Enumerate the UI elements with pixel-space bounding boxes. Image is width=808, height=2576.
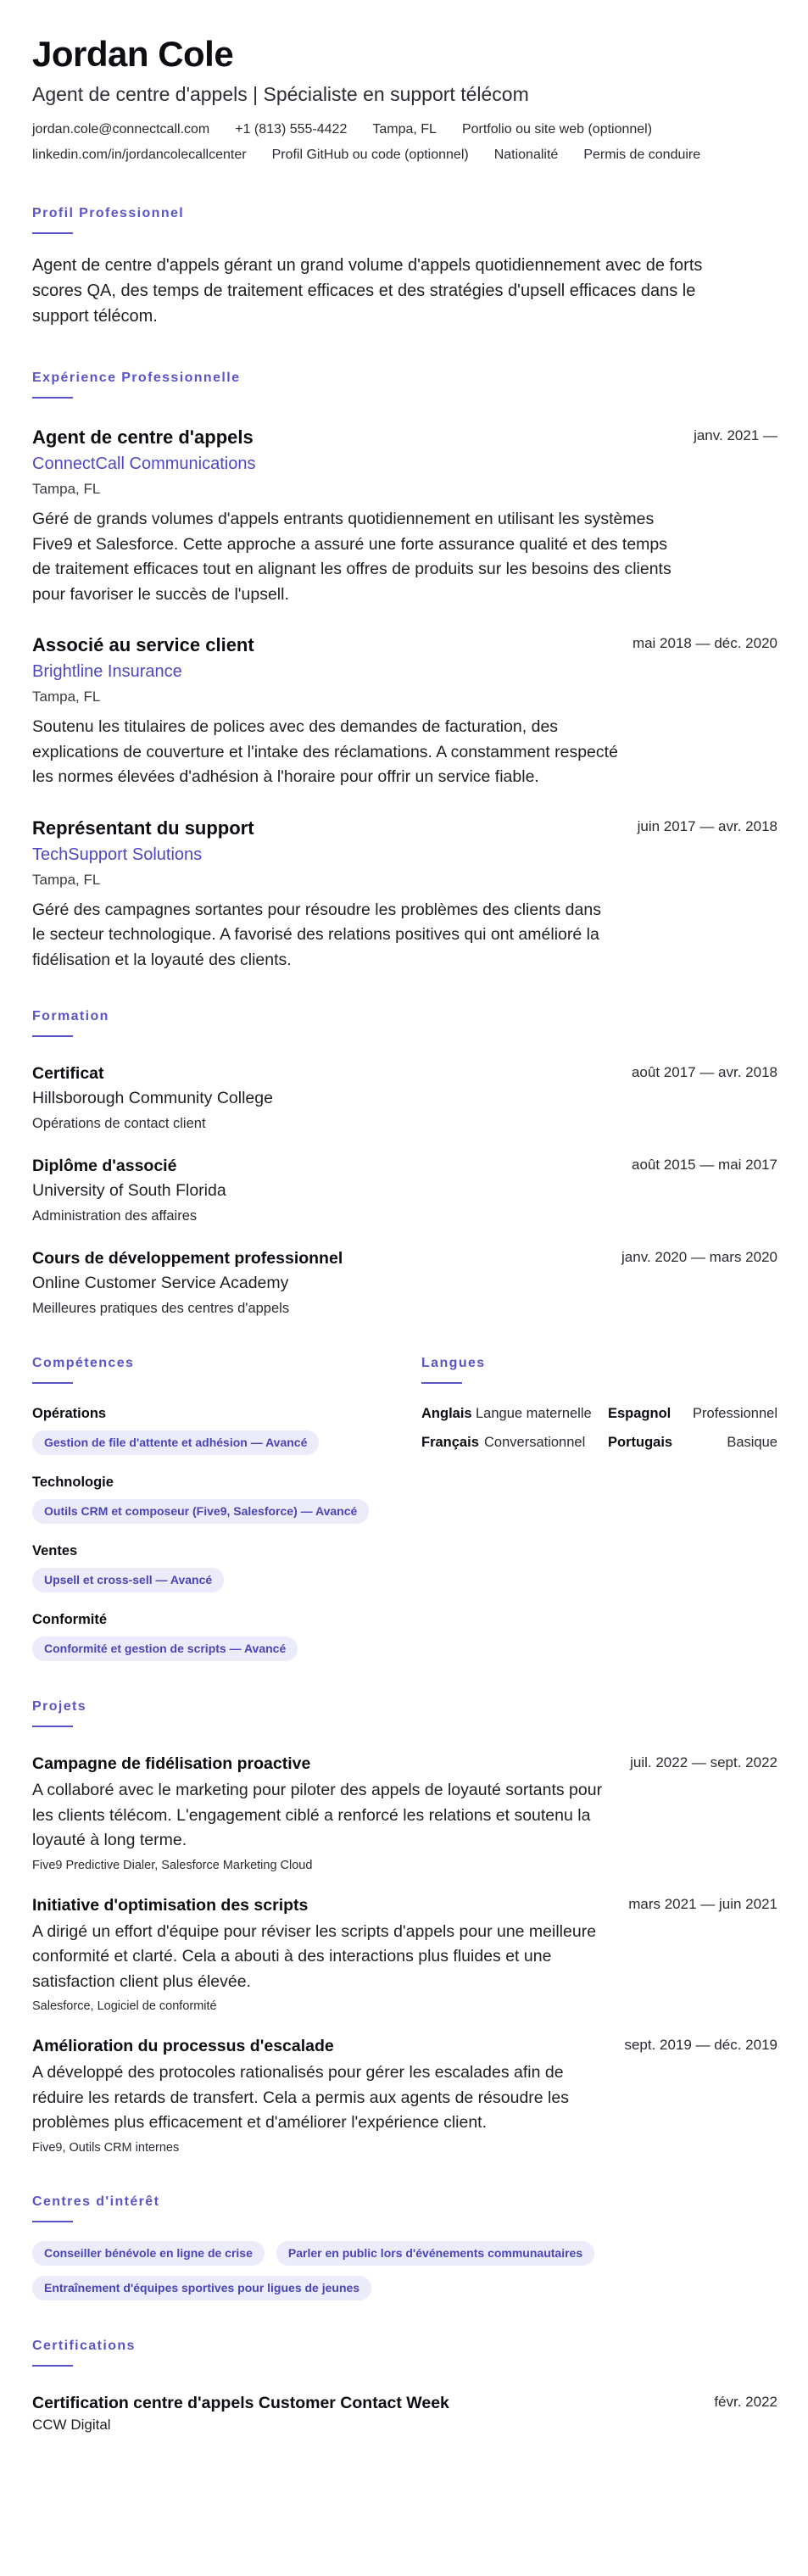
project-entry bbox=[32, 1753, 777, 1874]
skill-pill: Upsell et cross-sell — Avancé bbox=[32, 1568, 224, 1592]
section-title-profile: Profil Professionnel bbox=[32, 206, 185, 220]
skill-category: Technologie bbox=[32, 1475, 114, 1490]
language-level: Professionnel bbox=[693, 1406, 777, 1421]
contact-portfolio[interactable]: Portfolio ou site web (optionnel) bbox=[461, 122, 653, 137]
language-level: Basique bbox=[727, 1435, 777, 1450]
languages-grid bbox=[421, 1404, 777, 1452]
contact-phone[interactable]: +1 (813) 555-4422 bbox=[235, 122, 348, 137]
education-field: Administration des affaires bbox=[32, 1208, 198, 1224]
section-title-projects: Projets bbox=[32, 1699, 87, 1714]
profile-section bbox=[32, 205, 777, 329]
project-title: Initiative d'optimisation des scripts bbox=[32, 1895, 309, 1915]
skill-pill: Conformité et gestion de scripts — Avancé bbox=[32, 1636, 298, 1661]
section-title-education: Formation bbox=[32, 1009, 109, 1023]
interest-pill: Parler en public lors d'événements communautaires bbox=[276, 2241, 594, 2266]
languages-section bbox=[421, 1355, 777, 1661]
project-tech: Five9, Outils CRM internes bbox=[32, 2140, 180, 2155]
section-divider bbox=[32, 2365, 73, 2367]
job-entry bbox=[32, 426, 777, 607]
contact-linkedin[interactable]: linkedin.com/in/jordancolecallcenter bbox=[32, 148, 247, 162]
education-entry bbox=[32, 1062, 777, 1133]
job-title: Représentant du support bbox=[32, 817, 254, 839]
section-divider bbox=[32, 232, 73, 234]
section-divider bbox=[421, 1382, 462, 1384]
project-date: sept. 2019 — déc. 2019 bbox=[624, 2037, 777, 2053]
education-date: août 2015 — mai 2017 bbox=[631, 1157, 777, 1173]
job-description: Géré des campagnes sortantes pour résoudre les problèmes des clients dans le secteur technologique. A favorisé des relations positives qui ont amélioré la fidélisation et la loyauté des clients. bbox=[32, 900, 601, 969]
skill-pill: Gestion de file d'attente et adhésion — Avancé bbox=[32, 1430, 319, 1455]
education-degree: Certificat bbox=[32, 1064, 104, 1083]
resume-header bbox=[32, 32, 777, 164]
section-title-interests: Centres d'intérêt bbox=[32, 2194, 160, 2209]
project-entry bbox=[32, 2035, 777, 2156]
language-level: Conversationnel bbox=[484, 1435, 586, 1450]
contact-location: Tampa, FL bbox=[372, 122, 437, 137]
section-divider bbox=[32, 1726, 73, 1727]
project-description: A collaboré avec le marketing pour piloter des appels de loyauté sortants pour les clients télécom. L'engagement ciblé a renforcé les relations et soutenu la loyauté à long terme. bbox=[32, 1781, 603, 1849]
education-degree: Diplôme d'associé bbox=[32, 1157, 177, 1175]
skill-category: Ventes bbox=[32, 1543, 78, 1558]
skill-group bbox=[32, 1542, 421, 1592]
job-date: janv. 2021 — bbox=[694, 427, 777, 443]
section-title-experience: Expérience Professionnelle bbox=[32, 371, 241, 385]
project-date: mars 2021 — juin 2021 bbox=[628, 1895, 777, 1912]
job-entry bbox=[32, 817, 777, 973]
section-title-skills: Compétences bbox=[32, 1356, 135, 1370]
skill-group bbox=[32, 1610, 421, 1661]
skill-group bbox=[32, 1473, 421, 1524]
education-entry bbox=[32, 1155, 777, 1225]
projects-section bbox=[32, 1698, 777, 2156]
interest-pill: Conseiller bénévole en ligne de crise bbox=[32, 2241, 265, 2266]
job-entry bbox=[32, 633, 777, 790]
experience-section bbox=[32, 370, 777, 973]
education-entry bbox=[32, 1247, 777, 1318]
section-divider bbox=[32, 1035, 73, 1037]
job-company[interactable]: Brightline Insurance bbox=[32, 662, 182, 681]
job-location: Tampa, FL bbox=[32, 689, 101, 705]
education-date: août 2017 — avr. 2018 bbox=[631, 1064, 777, 1080]
education-school: University of South Florida bbox=[32, 1181, 226, 1200]
education-date: janv. 2020 — mars 2020 bbox=[621, 1249, 777, 1265]
skill-category: Opérations bbox=[32, 1406, 107, 1421]
candidate-name: Jordan Cole bbox=[32, 34, 234, 74]
skill-pill: Outils CRM et composeur (Five9, Salesforce) — Avancé bbox=[32, 1499, 369, 1524]
education-field: Meilleures pratiques des centres d'appels bbox=[32, 1301, 290, 1316]
skill-group bbox=[32, 1404, 421, 1455]
project-tech: Five9 Predictive Dialer, Salesforce Marketing Cloud bbox=[32, 1858, 313, 1872]
contact-list bbox=[32, 120, 777, 164]
project-title: Campagne de fidélisation proactive bbox=[32, 1754, 311, 1773]
section-title-languages: Langues bbox=[421, 1356, 486, 1370]
job-location: Tampa, FL bbox=[32, 871, 101, 888]
certifications-section bbox=[32, 2338, 777, 2434]
job-title: Agent de centre d'appels bbox=[32, 427, 254, 448]
job-description: Géré de grands volumes d'appels entrants quotidiennement en utilisant les systèmes Five9 et Salesforce. Cette approche a assuré une forte assurance qualité et des temps de traitement efficaces tout en alignant les offres de produits sur les besoins des clients pour favoriser le succès de l'upsell. bbox=[32, 510, 671, 604]
language-level: Langue maternelle bbox=[476, 1406, 592, 1421]
skills-section bbox=[32, 1355, 421, 1661]
project-description: A développé des protocoles rationalisés pour gérer les escalades afin de réduire les retards de transfert. Cela a permis aux agents de résoudre les problèmes plus efficacement et d'améliorer l'expérience client. bbox=[32, 2063, 569, 2132]
education-field: Opérations de contact client bbox=[32, 1116, 206, 1131]
project-tech: Salesforce, Logiciel de conformité bbox=[32, 1999, 217, 2013]
certification-name: Certification centre d'appels Customer Contact Week bbox=[32, 2393, 449, 2412]
job-company[interactable]: ConnectCall Communications bbox=[32, 454, 256, 473]
language-name: Espagnol bbox=[608, 1406, 671, 1421]
language-name: Portugais bbox=[608, 1435, 673, 1450]
project-entry bbox=[32, 1894, 777, 2016]
certification-issuer: CCW Digital bbox=[32, 2416, 111, 2433]
project-date: juil. 2022 — sept. 2022 bbox=[630, 1754, 777, 1770]
job-date: juin 2017 — avr. 2018 bbox=[637, 817, 777, 834]
education-school: Online Customer Service Academy bbox=[32, 1274, 289, 1292]
project-description: A dirigé un effort d'équipe pour réviser les scripts d'appels pour une meilleure conformité et clarté. Cela a abouti à des interactions plus fluides et une satisfaction client plus élevée. bbox=[32, 1921, 597, 1991]
contact-nationality: Nationalité bbox=[493, 148, 559, 162]
interests-section bbox=[32, 2194, 777, 2300]
job-company[interactable]: TechSupport Solutions bbox=[32, 845, 203, 864]
education-school: Hillsborough Community College bbox=[32, 1089, 273, 1107]
section-title-certifications: Certifications bbox=[32, 2338, 136, 2353]
skills-languages-row bbox=[32, 1355, 777, 1661]
contact-github[interactable]: Profil GitHub ou code (optionnel) bbox=[271, 148, 469, 162]
certification-date: févr. 2022 bbox=[714, 2393, 777, 2410]
certification-entry bbox=[32, 2392, 777, 2434]
job-description: Soutenu les titulaires de polices avec des demandes de facturation, des explications de couverture et l'intake des réclamations. A constamment respecté les normes élevées d'adhésion à l'horaire pour offrir un service fiable. bbox=[32, 717, 618, 786]
section-divider bbox=[32, 2221, 73, 2222]
education-section bbox=[32, 1008, 777, 1318]
contact-license: Permis de conduire bbox=[583, 148, 701, 162]
job-date: mai 2018 — déc. 2020 bbox=[632, 635, 777, 651]
job-location: Tampa, FL bbox=[32, 481, 101, 497]
education-degree: Cours de développement professionnel bbox=[32, 1249, 343, 1268]
section-divider bbox=[32, 397, 73, 399]
interest-list bbox=[32, 2241, 677, 2300]
interest-pill: Entraînement d'équipes sportives pour ligues de jeunes bbox=[32, 2276, 371, 2300]
candidate-headline: Agent de centre d'appels | Spécialiste en support télécom bbox=[32, 83, 529, 105]
section-divider bbox=[32, 1382, 73, 1384]
job-title: Associé au service client bbox=[32, 634, 254, 655]
profile-summary: Agent de centre d'appels gérant un grand volume d'appels quotidiennement avec de forts scores QA, des temps de traitement efficaces et des stratégies d'upsell efficaces dans le support télécom. bbox=[32, 256, 703, 326]
language-name: Anglais bbox=[421, 1406, 472, 1421]
contact-email[interactable]: jordan.cole@connectcall.com bbox=[32, 122, 210, 137]
project-title: Amélioration du processus d'escalade bbox=[32, 2037, 334, 2055]
skill-category: Conformité bbox=[32, 1612, 107, 1627]
language-name: Français bbox=[421, 1435, 479, 1450]
